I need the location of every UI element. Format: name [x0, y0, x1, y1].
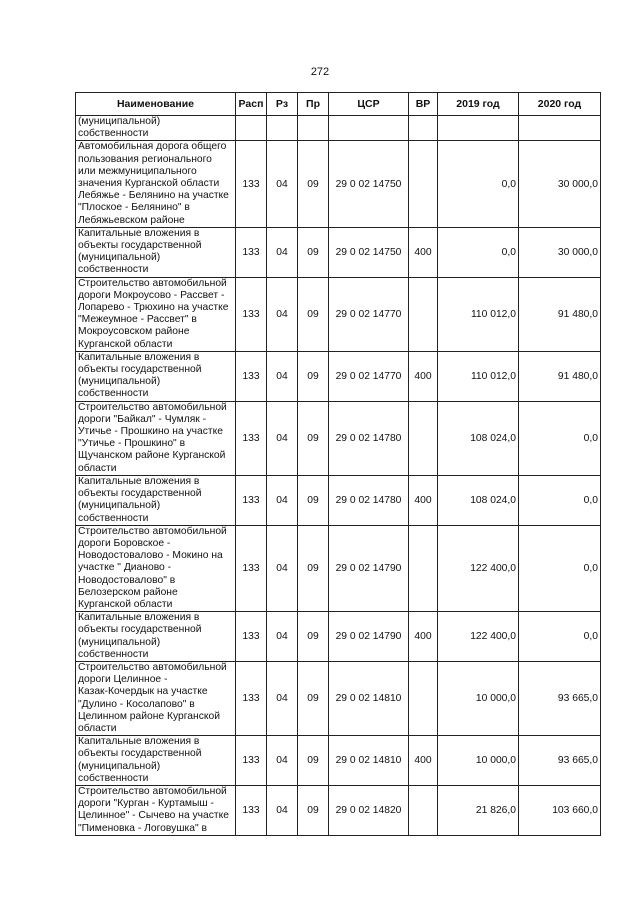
- name-line: Строительство автомобильной: [78, 401, 227, 413]
- name-line: (муниципальной): [78, 376, 161, 388]
- cell-y2020: 0,0: [519, 401, 601, 475]
- name-line: значения Курганской области: [78, 178, 220, 190]
- cell-csr: 29 0 02 14790: [329, 525, 409, 611]
- name-line: Целинное" - Сычево на участке: [78, 810, 229, 822]
- name-line: Щучанском районе Курганской: [78, 450, 226, 462]
- row-name: [76, 116, 236, 141]
- cell-vr: [409, 116, 438, 141]
- cell-csr: 29 0 02 14820: [329, 785, 409, 835]
- cell-y2019: 108 024,0: [438, 475, 519, 525]
- cell-y2020: 91 480,0: [519, 277, 601, 351]
- name-line: Лебяжьевском районе: [78, 214, 185, 226]
- table-row: [76, 401, 601, 475]
- cell-y2020: 30 000,0: [519, 141, 601, 227]
- name-line: Лопарево - Трюхино на участке: [78, 302, 229, 314]
- cell-y2019: 0,0: [438, 227, 519, 277]
- cell-rz: 04: [267, 736, 298, 786]
- cell-vr: [409, 661, 438, 735]
- cell-rz: 04: [267, 401, 298, 475]
- name-line: собственности: [78, 648, 149, 660]
- cell-y2020: [519, 116, 601, 141]
- cell-csr: 29 0 02 14780: [329, 401, 409, 475]
- name-line: Казак-Кочердык на участке: [78, 686, 208, 698]
- table-row: [76, 736, 601, 786]
- name-line: (муниципальной): [78, 760, 161, 772]
- table-row: [76, 227, 601, 277]
- row-name: [76, 612, 236, 662]
- name-line: "Межеумное - Рассвет" в: [78, 314, 197, 326]
- row-name: [76, 785, 236, 835]
- cell-rz: 04: [267, 661, 298, 735]
- cell-pr: 09: [298, 277, 329, 351]
- row-name: [76, 227, 236, 277]
- name-line: или межмуниципального: [78, 165, 197, 177]
- name-line: "Утичье - Прошкино" в: [78, 438, 186, 450]
- row-name: [76, 661, 236, 735]
- name-line: Капитальные вложения в: [78, 475, 200, 487]
- cell-y2019: 108 024,0: [438, 401, 519, 475]
- name-line: собственности: [78, 772, 149, 784]
- cell-rz: 04: [267, 785, 298, 835]
- cell-rz: 04: [267, 525, 298, 611]
- table-row: [76, 785, 601, 835]
- cell-rasp: 133: [236, 661, 267, 735]
- cell-y2019: 21 826,0: [438, 785, 519, 835]
- name-line: Новодостовалово - Мокино на: [78, 550, 223, 562]
- row-name: [76, 141, 236, 227]
- cell-pr: 09: [298, 227, 329, 277]
- cell-csr: 29 0 02 14770: [329, 351, 409, 401]
- cell-csr: 29 0 02 14810: [329, 736, 409, 786]
- cell-pr: 09: [298, 401, 329, 475]
- name-line: пользования регионального: [78, 153, 212, 165]
- cell-y2020: 0,0: [519, 475, 601, 525]
- name-line: собственности: [78, 264, 149, 276]
- header-rasp: Расп: [236, 93, 267, 116]
- name-line: дороги "Курган - Куртамыш -: [78, 798, 214, 810]
- table-row: [76, 277, 601, 351]
- header-rz: Рз: [267, 93, 298, 116]
- cell-rz: 04: [267, 475, 298, 525]
- name-line: объекты государственной: [78, 240, 202, 252]
- page-number: 272: [310, 66, 330, 78]
- cell-rasp: 133: [236, 785, 267, 835]
- name-line: "Пименовка - Логовушка" в: [78, 822, 207, 834]
- cell-y2019: [438, 116, 519, 141]
- cell-rz: 04: [267, 227, 298, 277]
- cell-y2019: 122 400,0: [438, 525, 519, 611]
- name-line: собственности: [78, 388, 149, 400]
- cell-rz: 04: [267, 612, 298, 662]
- table-row: [76, 661, 601, 735]
- name-line: объекты государственной: [78, 488, 202, 500]
- table-row: [76, 116, 601, 141]
- cell-y2020: 93 665,0: [519, 736, 601, 786]
- cell-rasp: 133: [236, 525, 267, 611]
- cell-vr: 400: [409, 227, 438, 277]
- cell-vr: 400: [409, 351, 438, 401]
- name-line: Мокроусовском районе: [78, 326, 190, 338]
- cell-pr: 09: [298, 661, 329, 735]
- name-line: (муниципальной): [78, 252, 161, 264]
- cell-csr: [329, 116, 409, 141]
- row-name: [76, 401, 236, 475]
- header-pr: Пр: [298, 93, 329, 116]
- cell-rz: 04: [267, 277, 298, 351]
- cell-rasp: 133: [236, 475, 267, 525]
- cell-vr: [409, 785, 438, 835]
- cell-csr: 29 0 02 14810: [329, 661, 409, 735]
- name-line: Белозерском районе: [78, 586, 178, 598]
- name-line: собственности: [78, 128, 149, 140]
- cell-y2020: 103 660,0: [519, 785, 601, 835]
- cell-vr: [409, 141, 438, 227]
- cell-rasp: [236, 116, 267, 141]
- cell-vr: [409, 277, 438, 351]
- header-vr: ВР: [409, 93, 438, 116]
- cell-y2019: 10 000,0: [438, 661, 519, 735]
- cell-rasp: 133: [236, 141, 267, 227]
- name-line: дороги "Байкал" - Чумляк -: [78, 413, 207, 425]
- cell-rasp: 133: [236, 612, 267, 662]
- row-name: [76, 525, 236, 611]
- cell-csr: 29 0 02 14750: [329, 227, 409, 277]
- header-2020: 2020 год: [519, 93, 601, 116]
- cell-pr: 09: [298, 736, 329, 786]
- name-line: объекты государственной: [78, 624, 202, 636]
- name-line: дороги Боровское -: [78, 537, 171, 549]
- cell-y2019: 122 400,0: [438, 612, 519, 662]
- name-line: области: [78, 722, 117, 734]
- row-name: [76, 475, 236, 525]
- row-name: [76, 277, 236, 351]
- cell-rasp: 133: [236, 351, 267, 401]
- cell-y2020: 91 480,0: [519, 351, 601, 401]
- cell-pr: 09: [298, 785, 329, 835]
- name-line: Капитальные вложения в: [78, 612, 200, 624]
- table-row: [76, 612, 601, 662]
- cell-y2020: 0,0: [519, 612, 601, 662]
- cell-pr: 09: [298, 525, 329, 611]
- cell-y2019: 0,0: [438, 141, 519, 227]
- cell-y2020: 0,0: [519, 525, 601, 611]
- name-line: Капитальные вложения в: [78, 351, 200, 363]
- name-line: объекты государственной: [78, 364, 202, 376]
- cell-vr: [409, 401, 438, 475]
- cell-y2019: 10 000,0: [438, 736, 519, 786]
- cell-rasp: 133: [236, 277, 267, 351]
- name-line: (муниципальной): [78, 116, 161, 127]
- name-line: Лебяжье - Белянино на участке: [78, 190, 229, 202]
- table-row: [76, 141, 601, 227]
- cell-pr: 09: [298, 141, 329, 227]
- cell-csr: 29 0 02 14750: [329, 141, 409, 227]
- table-row: [76, 351, 601, 401]
- header-csr: ЦСР: [329, 93, 409, 116]
- cell-pr: 09: [298, 612, 329, 662]
- name-line: Строительство автомобильной: [78, 785, 227, 797]
- row-name: [76, 736, 236, 786]
- cell-pr: [298, 116, 329, 141]
- budget-table: [75, 92, 601, 836]
- name-line: Строительство автомобильной: [78, 525, 227, 537]
- table-row: [76, 525, 601, 611]
- name-line: собственности: [78, 512, 149, 524]
- name-line: объекты государственной: [78, 748, 202, 760]
- table-row: [76, 475, 601, 525]
- cell-pr: 09: [298, 351, 329, 401]
- name-line: Новодостовалово" в: [78, 574, 176, 586]
- name-line: Строительство автомобильной: [78, 661, 227, 673]
- name-line: "Плоское - Белянино" в: [78, 202, 190, 214]
- name-line: (муниципальной): [78, 500, 161, 512]
- cell-rz: 04: [267, 141, 298, 227]
- header-name: Наименование: [76, 93, 236, 116]
- cell-rz: [267, 116, 298, 141]
- row-name: [76, 351, 236, 401]
- name-line: "Дулино - Косолапово" в: [78, 698, 195, 710]
- name-line: Строительство автомобильной: [78, 277, 227, 289]
- cell-y2020: 93 665,0: [519, 661, 601, 735]
- cell-rasp: 133: [236, 227, 267, 277]
- name-line: Курганской области: [78, 598, 173, 610]
- name-line: Капитальные вложения в: [78, 736, 200, 748]
- cell-vr: 400: [409, 736, 438, 786]
- cell-y2019: 110 012,0: [438, 351, 519, 401]
- cell-pr: 09: [298, 475, 329, 525]
- cell-rz: 04: [267, 351, 298, 401]
- name-line: области: [78, 462, 117, 474]
- table-body: [76, 116, 601, 836]
- cell-csr: 29 0 02 14790: [329, 612, 409, 662]
- cell-vr: 400: [409, 475, 438, 525]
- cell-vr: [409, 525, 438, 611]
- header-2019: 2019 год: [438, 93, 519, 116]
- cell-csr: 29 0 02 14780: [329, 475, 409, 525]
- cell-rasp: 133: [236, 401, 267, 475]
- table-header-row: [76, 93, 601, 116]
- name-line: Утичье - Прошкино на участке: [78, 426, 223, 438]
- cell-csr: 29 0 02 14770: [329, 277, 409, 351]
- name-line: Капитальные вложения в: [78, 227, 200, 239]
- name-line: участке " Дианово -: [78, 562, 172, 574]
- name-line: Курганской области: [78, 338, 173, 350]
- cell-y2020: 30 000,0: [519, 227, 601, 277]
- cell-y2019: 110 012,0: [438, 277, 519, 351]
- cell-vr: 400: [409, 612, 438, 662]
- name-line: (муниципальной): [78, 636, 161, 648]
- name-line: Целинном районе Курганской: [78, 710, 220, 722]
- name-line: дороги Целинное -: [78, 674, 168, 686]
- name-line: дороги Мокроусово - Рассвет -: [78, 289, 225, 301]
- name-line: Автомобильная дорога общего: [78, 141, 227, 153]
- cell-rasp: 133: [236, 736, 267, 786]
